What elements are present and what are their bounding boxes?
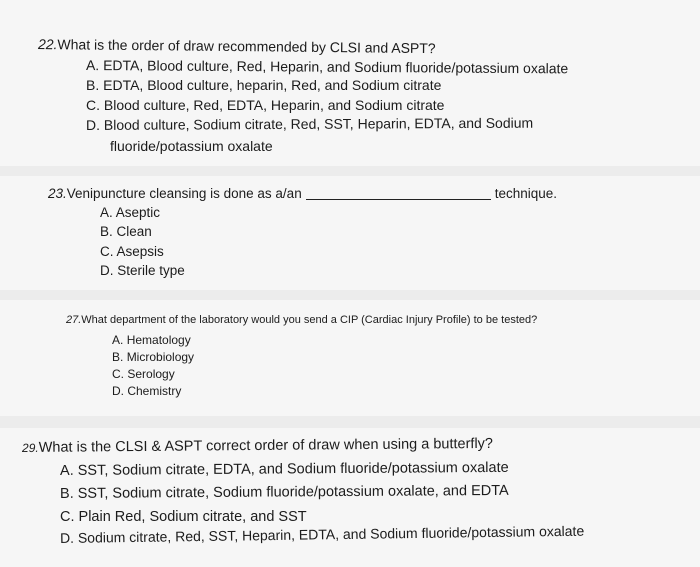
option-text: Aseptic [115, 205, 161, 220]
option-letter: C. [60, 509, 75, 525]
question-text: What department of the laboratory would you send a CIP (Cardiac Injury Profile) to be tested? [81, 314, 538, 326]
option-letter: A. [100, 205, 113, 220]
option-22-b[interactable] [86, 77, 441, 93]
option-29-a[interactable] [60, 460, 509, 479]
option-29-b[interactable] [60, 483, 509, 502]
option-letter: D. [112, 384, 124, 398]
option-text: SST, Sodium citrate, Sodium fluoride/potassium oxalate, and EDTA [77, 482, 509, 502]
option-27-b[interactable] [112, 350, 194, 364]
option-text: EDTA, Blood culture, heparin, Red, and Sodium citrate [103, 77, 442, 93]
question-23 [48, 186, 557, 201]
option-letter: B. [100, 224, 113, 239]
question-text: What is the order of draw recommended by CLSI and ASPT? [57, 36, 436, 57]
option-letter: C. [100, 244, 114, 259]
option-letter: B. [112, 350, 124, 364]
option-text: Blood culture, Red, EDTA, Heparin, and Sodium citrate [103, 97, 445, 113]
question-number: 22. [37, 36, 58, 53]
option-23-c[interactable] [100, 244, 164, 259]
option-text: Sodium citrate, Red, SST, Heparin, EDTA, and Sodium fluoride/potassium oxalate [77, 522, 585, 546]
option-27-a[interactable] [112, 333, 191, 347]
option-letter: D. [100, 263, 114, 278]
option-23-b[interactable] [100, 224, 152, 239]
question-number: 29. [21, 440, 39, 455]
option-text: Plain Red, Sodium citrate, and SST [78, 509, 307, 525]
question-text-suffix: technique. [494, 186, 558, 201]
question-text: Venipuncture cleansing is done as a/an [66, 186, 302, 201]
option-letter: C. [112, 367, 124, 381]
option-text: Serology [127, 367, 175, 381]
option-22-d[interactable] [86, 115, 533, 133]
option-27-c[interactable] [112, 367, 175, 381]
option-letter: C. [86, 97, 100, 113]
option-letter: B. [59, 485, 74, 502]
option-letter: D. [59, 529, 75, 546]
question-number: 27. [66, 314, 82, 326]
question-number: 23. [48, 186, 67, 201]
option-letter: B. [86, 77, 100, 93]
card-divider [0, 290, 700, 300]
option-27-d[interactable] [112, 384, 181, 398]
option-letter: A. [59, 462, 74, 479]
option-text: Chemistry [127, 384, 182, 398]
question-27 [66, 314, 537, 326]
option-22-a[interactable] [86, 57, 568, 76]
option-22-d-continuation: fluoride/potassium oxalate [110, 138, 273, 154]
card-divider [0, 416, 700, 428]
option-text: Sterile type [117, 263, 185, 278]
option-22-c[interactable] [86, 97, 444, 113]
option-23-a[interactable] [100, 205, 160, 220]
option-text: Clean [116, 224, 152, 239]
option-letter: D. [85, 116, 101, 133]
option-text: SST, Sodium citrate, EDTA, and Sodium fluoride/potassium oxalate [77, 459, 509, 479]
option-text: Microbiology [126, 350, 195, 364]
option-text: Blood culture, Sodium citrate, Red, SST, Heparin, EDTA, and Sodium [103, 114, 534, 133]
option-29-c[interactable] [60, 509, 307, 525]
option-text: EDTA, Blood culture, Red, Heparin, and Sodium fluoride/potassium oxalate [103, 57, 569, 77]
option-text: Asepsis [116, 244, 164, 259]
card-divider [0, 166, 700, 176]
option-text: Hematology [126, 333, 191, 347]
option-23-d[interactable] [100, 263, 185, 278]
answer-blank[interactable] [306, 199, 491, 200]
question-text: What is the CLSI & ASPT correct order of draw when using a butterfly? [38, 435, 494, 456]
option-letter: A. [85, 57, 100, 74]
option-letter: A. [112, 333, 124, 347]
